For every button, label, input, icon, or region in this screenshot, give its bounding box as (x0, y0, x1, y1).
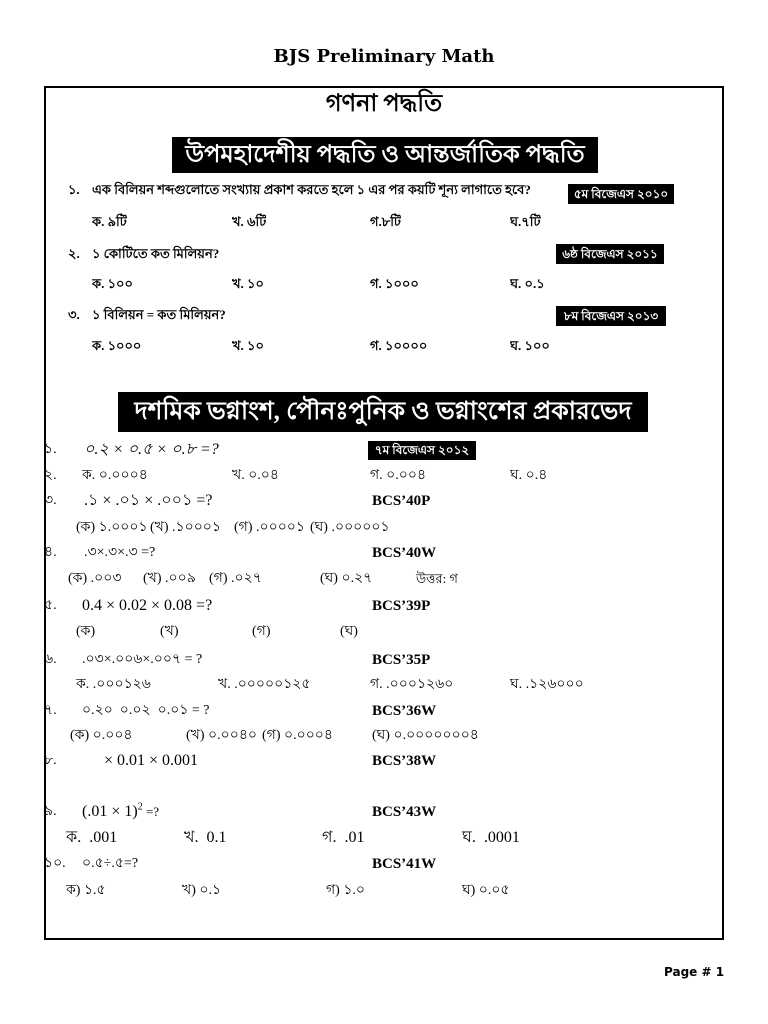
question-number: ৭. (44, 703, 57, 718)
question-number: ৪. (44, 545, 57, 560)
question-number: ৫. (44, 598, 57, 613)
option: ঘ.৭টি (510, 214, 541, 229)
option: গ. ১০০০ (370, 276, 419, 291)
math-expression: ০.২০ ০.০২ ০.০১ = ? (82, 703, 210, 718)
option: (ঘ) ০.২৭ (320, 571, 373, 586)
option: খ. ০.০৪ (232, 468, 279, 483)
option: খ. .০০০০০১২৫ (218, 677, 311, 692)
option: ঘ. .0001 (462, 829, 520, 846)
bcs-tag: BCS’40P (372, 493, 431, 509)
question-number: ১. (44, 442, 57, 457)
option: ক. .001 (66, 829, 118, 846)
option: ঘ) ০.০৫ (462, 883, 510, 898)
bcs-tag: BCS’35P (372, 652, 431, 668)
expression-exponent: 2 (137, 801, 143, 813)
question-number: ২. (44, 468, 57, 483)
option: গ) ১.০ (326, 883, 366, 898)
option: ক) ১.৫ (66, 883, 106, 898)
question-number: ৯. (44, 804, 57, 819)
exam-tag: ৮ম বিজেএস ২০১৩ (556, 306, 666, 326)
option: ঘ. ০.৪ (510, 468, 548, 483)
question-text: এক বিলিয়ন শব্দগুলোতে সংখ্যায় প্রকাশ করতে হলে ১ এর পর কয়টি শূন্য লাগাতে হবে? (92, 182, 531, 197)
option: (গ) ০.০০০৪ (262, 728, 333, 743)
option: (গ) (252, 624, 271, 639)
section-banner-decimal-fractions: দশমিক ভগ্নাংশ, পৌনঃপুনিক ও ভগ্নাংশের প্রকারভেদ (118, 392, 648, 432)
math-expression (82, 803, 159, 821)
bcs-tag: BCS’41W (372, 856, 437, 872)
page-number: Page # 1 (664, 965, 725, 979)
bcs-tag: BCS’38W (372, 753, 437, 769)
option: (ক) (76, 624, 96, 639)
question-number: ৬. (44, 652, 57, 667)
option: খ. ১০ (232, 338, 264, 353)
option: (গ) .০২৭ (209, 571, 262, 586)
question-number: ১০. (44, 856, 66, 871)
expression-tail: =? (142, 804, 160, 819)
option: (ঘ) ০.০০০০০০০৪ (372, 728, 479, 743)
exam-tag: ৬ষ্ঠ বিজেএস ২০১১ (556, 244, 664, 264)
math-expression: .০৩×.০০৬×.০০৭ = ? (82, 652, 203, 667)
question-number: ৩. (44, 493, 57, 508)
bcs-tag: BCS’43W (372, 804, 437, 820)
option: (ক) .০০৩ (68, 571, 122, 586)
option: ক. ১০০ (92, 276, 133, 291)
question-number: ৮. (44, 753, 57, 768)
option: (খ) .০০৯ (143, 571, 196, 586)
option: (ক) ১.০০০১ (76, 520, 148, 535)
option: খ. 0.1 (184, 829, 227, 846)
section-banner-counting-systems: উপমহাদেশীয় পদ্ধতি ও আন্তর্জাতিক পদ্ধতি (172, 137, 598, 173)
question-number: ৩. (68, 307, 80, 322)
math-expression: .১ × .০১ × .০০১ =? (84, 492, 213, 509)
math-expression: × 0.01 × 0.001 (104, 752, 199, 769)
option: ঘ. ১০০ (510, 338, 550, 353)
option: (ঘ) (340, 624, 358, 639)
option: খ. ১০ (232, 276, 264, 291)
option: ক. ০.০০০৪ (82, 468, 148, 483)
math-expression: 0.4 × 0.02 × 0.08 =? (82, 597, 213, 614)
math-expression: ০.৫÷.৫=? (82, 856, 139, 871)
question-number: ২. (68, 246, 80, 261)
expression-base: (.01 × 1) (82, 803, 138, 820)
answer-note: উত্তর: গ (416, 571, 458, 586)
option: গ. .০০০১২৬০ (370, 677, 454, 692)
option: গ. .01 (322, 829, 365, 846)
option: গ. ১০০০০ (370, 338, 428, 353)
option: গ. ০.০০৪ (370, 468, 427, 483)
option: খ. ৬টি (232, 214, 267, 229)
option: ক. ১০০০ (92, 338, 142, 353)
bcs-tag: BCS’39P (372, 598, 431, 614)
option: ঘ. ০.১ (510, 276, 545, 291)
section-title: গণনা পদ্ধতি (325, 91, 443, 117)
option: (গ) .০০০০১ (234, 520, 305, 535)
math-expression: ০.২ × ০.৫ × ০.৮ =? (84, 441, 219, 458)
option: (ক) ০.০০৪ (70, 728, 133, 743)
option: (খ) (160, 624, 179, 639)
bcs-tag: BCS’40W (372, 545, 437, 561)
option: (খ) .১০০০১ (150, 520, 221, 535)
question-text: ১ কোটিতে কত মিলিয়ন? (92, 246, 220, 261)
exam-tag: ৫ম বিজেএস ২০১০ (568, 184, 674, 204)
option: (ঘ) .০০০০০১ (310, 520, 390, 535)
option: খ) ০.১ (182, 883, 222, 898)
option: ক. ৯টি (92, 214, 127, 229)
math-expression: .৩×.৩×.৩ =? (84, 545, 156, 560)
question-number: ১. (68, 182, 80, 197)
option: গ.৮টি (370, 214, 402, 229)
option: (খ) ০.০০৪০ (186, 728, 258, 743)
option: ক. .০০০১২৬ (76, 677, 151, 692)
bcs-tag: BCS’36W (372, 703, 437, 719)
question-text: ১ বিলিয়ন = কত মিলিয়ন? (92, 307, 226, 322)
exam-tag: ৭ম বিজেএস ২০১২ (368, 441, 476, 460)
document-header-title: BJS Preliminary Math (273, 46, 495, 67)
option: ঘ. .১২৬০০০ (510, 677, 584, 692)
